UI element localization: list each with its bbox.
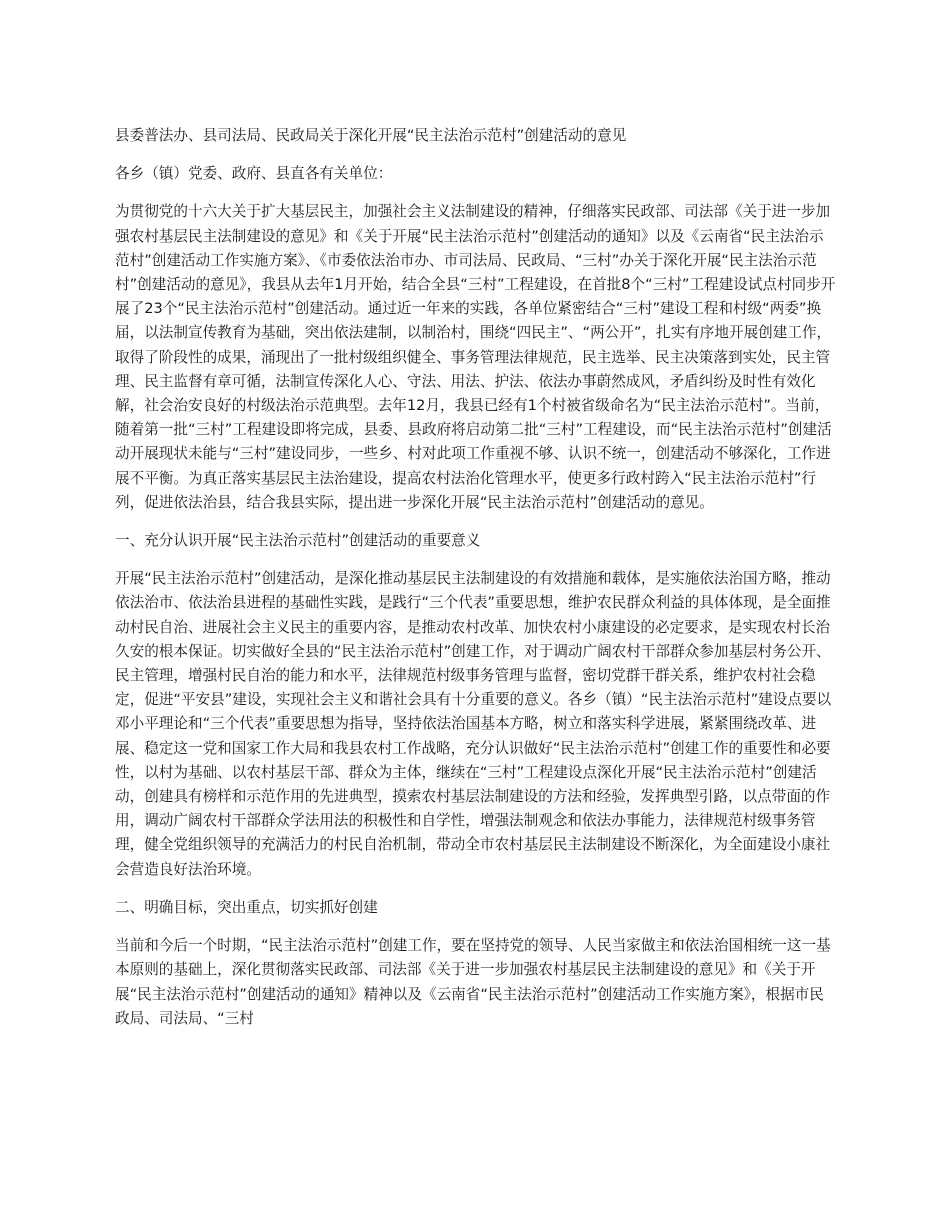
section-heading-1: 一、充分认识开展“民主法治示范村”创建活动的重要意义: [115, 532, 481, 550]
paragraph-goals: 当前和今后一个时期，“民主法治示范村”创建工作，要在坚持党的领导、人民当家做主和依法治国相统一这一基本原则的基础上，深化贯彻落实民政部、司法部《关于进一步加强农村基层民主法制建设的意见》和《关于开展“民主法治示范村”创建活动的通知》精神以及《云南省“民主法治示范村”创建活动工作实施方案》，根据市民政局、司法局、“三村: [115, 937, 831, 1027]
section-heading-2: 二、明确目标，突出重点，切实抓好创建: [115, 898, 378, 916]
document-title: 县委普法办、县司法局、民政局关于深化开展“民主法治示范村”创建活动的意见: [115, 127, 627, 144]
document-body: [115, 124, 837, 1045]
paragraph-significance: 开展“民主法治示范村”创建活动，是深化推动基层民主法制建设的有效措施和载体，是实施依法治国方略，推动依法治市、依法治县进程的基础性实践，是践行“三个代表”重要思想，维护农民群众利益的具体体现，是全面推动村民自治、进展社会主义民主的重要内容，是推动农村改革、加快农村小康建设的必定要求，是实现农村长治久安的根本保证。切实做好全县的“民主法治示范村”创建工作，对于调动广阔农村干部群众参加基层村务公开、民主管理，增强村民自治的能力和水平，法律规范村级事务管理与监督，密切党群干群关系，维护农村社会稳定，促进“平安县”建设，实现社会主义和谐社会具有十分重要的意义。各乡（镇）“民主法治示范村”建设点要以邓小平理论和“三个代表”重要思想为指导，坚持依法治国基本方略，树立和落实科学进展，紧紧围绕改革、进展、稳定这一党和国家工作大局和我县农村工作战略，充分认识做好“民主法治示范村”创建工作的重要性和必要性，以村为基础、以农村基层干部、群众为主体，继续在“三村”工程建设点深化开展“民主法治示范村”创建活动，创建具有榜样和示范作用的先进典型，摸索农村基层法制建设的方法和经验，发挥典型引路，以点带面的作用，调动广阔农村干部群众学法用法的积极性和自学性，增强法制观念和依法办事能力，法律规范村级事务管理，健全党组织领导的充满活力的村民自治机制，带动全市农村基层民主法制建设不断深化，为全面建设小康社会营造良好法治环境。: [115, 570, 832, 878]
paragraph-intro: 为贯彻党的十六大关于扩大基层民主，加强社会主义法制建设的精神，仔细落实民政部、司法部《关于进一步加强农村基层民主法制建设的意见》和《关于开展“民主法治示范村”创建活动的通知》以及《云南省“民主法治示范村”创建活动工作实施方案》、《市委依法治市办、市司法局、民政局、“三村”办关于深化开展“民主法治示范村”创建活动的意见》，我县从去年1月开始，结合全县“三村”工程建设，在首批8个“三村”工程建设试点村同步开展了23个“民主法治示范村”创建活动。通过近一年来的实践，各单位紧密结合“三村”建设工程和村级“两委”换届，以法制宣传教育为基础，突出依法建制，以制治村，围绕“四民主”、“两公开”，扎实有序地开展创建工作，取得了阶段性的成果，涌现出了一批村级组织健全、事务管理法律规范，民主选举、民主决策落到实处，民主管理、民主监督有章可循，法制宣传深化人心、守法、用法、护法、依法办事蔚然成风，矛盾纠纷及时性有效化解，社会治安良好的村级法治示范典型。去年12月，我县已经有1个村被省级命名为“民主法治示范村”。当前，随着第一批“三村”工程建设即将完成，县委、县政府将启动第二批“三村”工程建设，而“民主法治示范村”创建活动开展现状未能与“三村”建设同步，一些乡、村对此项工作重视不够、认识不统一，创建活动不够深化，工作进展不平衡。为真正落实基层民主法治建设，提高农村法治化管理水平，使更多行政村跨入“民主法治示范村”行列，促进依法治县，结合我县实际，提出进一步深化开展“民主法治示范村”创建活动的意见。: [115, 203, 836, 511]
salutation: 各乡（镇）党委、政府、县直各有关单位：: [115, 165, 393, 183]
